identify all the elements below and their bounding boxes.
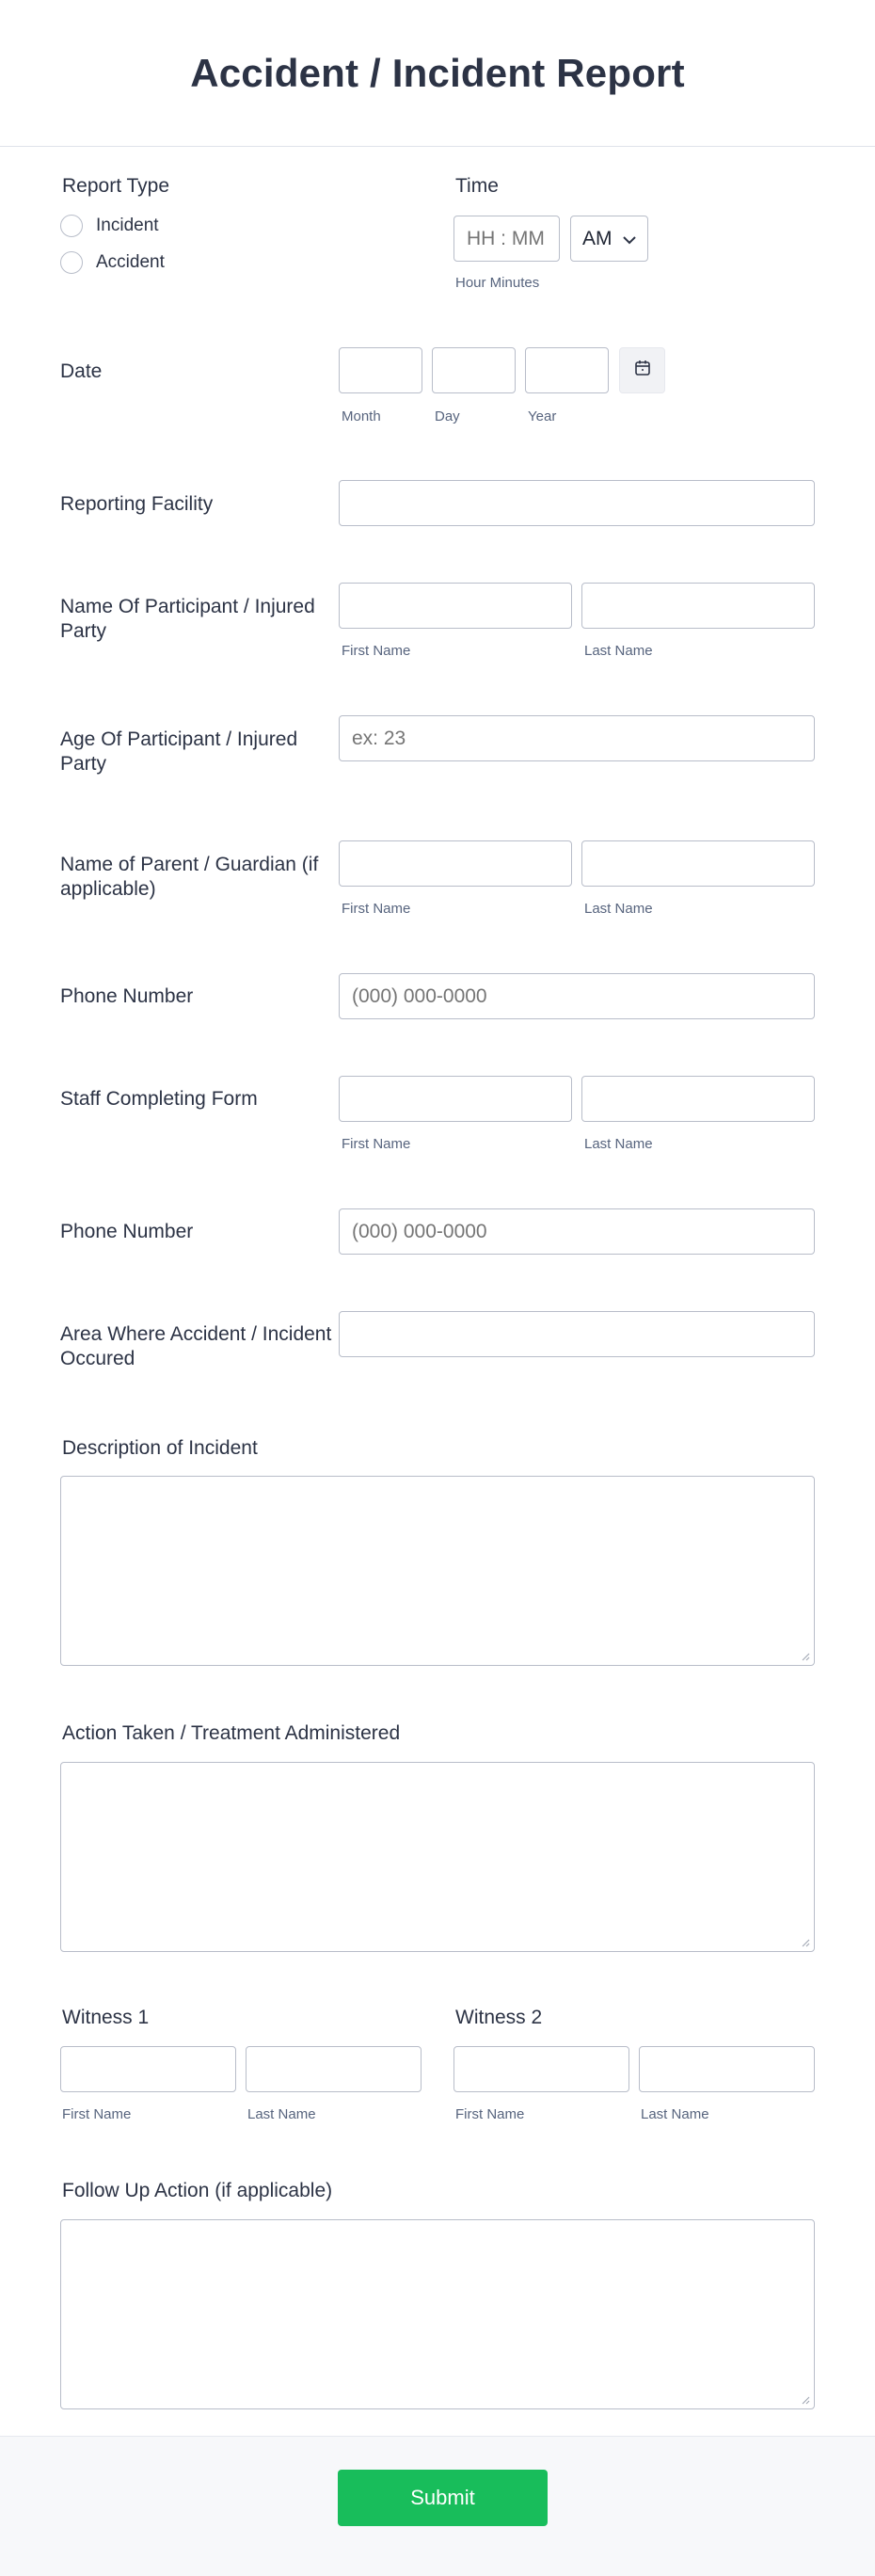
participant-age-input[interactable]: [339, 715, 815, 761]
participant-last-name-input[interactable]: [581, 583, 815, 629]
radio-incident[interactable]: [60, 215, 159, 237]
time-sublabel: Hour Minutes: [455, 275, 540, 291]
action-taken-label: Action Taken / Treatment Administered: [62, 1722, 401, 1744]
phone-number-input[interactable]: [339, 973, 815, 1019]
witness2-first-name-input[interactable]: [453, 2046, 629, 2092]
staff-first-name-input[interactable]: [339, 1076, 572, 1122]
guardian-first-sublabel: First Name: [342, 901, 411, 917]
resize-handle-icon[interactable]: [802, 2396, 810, 2405]
participant-first-name-input[interactable]: [339, 583, 572, 629]
area-input[interactable]: [339, 1311, 815, 1357]
staff-phone-number-label: Phone Number: [60, 1221, 194, 1242]
radio-circle-icon[interactable]: [60, 215, 83, 237]
guardian-name-label: Name of Parent / Guardian (if applicable): [60, 854, 319, 900]
participant-name-label: Name Of Participant / Injured Party: [60, 596, 315, 642]
chevron-down-icon: [623, 228, 636, 250]
witness1-first-sublabel: First Name: [62, 2106, 132, 2122]
reporting-facility-input[interactable]: [339, 480, 815, 526]
date-month-sublabel: Month: [342, 408, 381, 424]
submit-button[interactable]: Submit: [338, 2470, 548, 2526]
witness2-last-name-input[interactable]: [639, 2046, 815, 2092]
resize-handle-icon[interactable]: [802, 1939, 810, 1947]
witness2-last-sublabel: Last Name: [641, 2106, 709, 2122]
action-taken-textarea[interactable]: [60, 1762, 815, 1952]
participant-age-label: Age Of Participant / Injured Party: [60, 728, 298, 775]
staff-last-name-input[interactable]: [581, 1076, 815, 1122]
calendar-button[interactable]: [619, 347, 665, 393]
staff-first-sublabel: First Name: [342, 1136, 411, 1152]
radio-accident[interactable]: [60, 251, 165, 274]
date-year-sublabel: Year: [528, 408, 557, 424]
guardian-first-name-input[interactable]: [339, 840, 572, 887]
reporting-facility-label: Reporting Facility: [60, 493, 214, 515]
witness1-label: Witness 1: [62, 2007, 150, 2028]
participant-first-sublabel: First Name: [342, 643, 411, 659]
date-month-input[interactable]: [339, 347, 422, 393]
ampm-select[interactable]: [570, 216, 648, 262]
staff-name-label: Staff Completing Form: [60, 1088, 258, 1110]
calendar-icon: [634, 360, 651, 381]
follow-up-textarea[interactable]: [60, 2219, 815, 2409]
participant-last-sublabel: Last Name: [584, 643, 653, 659]
witness1-first-name-input[interactable]: [60, 2046, 236, 2092]
radio-accident-label: Accident: [96, 252, 165, 272]
description-textarea[interactable]: [60, 1476, 815, 1666]
date-year-input[interactable]: [525, 347, 609, 393]
witness2-label: Witness 2: [455, 2007, 543, 2028]
staff-phone-number-input[interactable]: [339, 1208, 815, 1255]
follow-up-label: Follow Up Action (if applicable): [62, 2180, 333, 2201]
ampm-value: AM: [582, 227, 612, 249]
witness1-last-name-input[interactable]: [246, 2046, 422, 2092]
witness1-last-sublabel: Last Name: [247, 2106, 316, 2122]
date-day-input[interactable]: [432, 347, 516, 393]
description-label: Description of Incident: [62, 1437, 258, 1459]
radio-incident-label: Incident: [96, 216, 159, 235]
radio-circle-icon[interactable]: [60, 251, 83, 274]
date-label: Date: [60, 360, 103, 382]
time-label: Time: [455, 175, 499, 197]
form-title: Accident / Incident Report: [190, 50, 685, 95]
date-day-sublabel: Day: [435, 408, 460, 424]
witness2-first-sublabel: First Name: [455, 2106, 525, 2122]
resize-handle-icon[interactable]: [802, 1653, 810, 1661]
time-input[interactable]: [453, 216, 560, 262]
guardian-last-sublabel: Last Name: [584, 901, 653, 917]
staff-last-sublabel: Last Name: [584, 1136, 653, 1152]
guardian-last-name-input[interactable]: [581, 840, 815, 887]
area-label: Area Where Accident / Incident Occured: [60, 1323, 332, 1369]
phone-number-label: Phone Number: [60, 985, 194, 1007]
form-header: [0, 0, 875, 147]
report-type-label: Report Type: [62, 175, 170, 197]
